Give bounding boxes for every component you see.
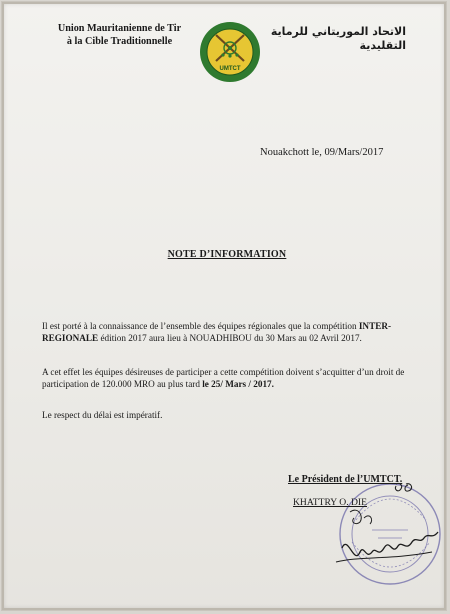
federation-logo	[199, 21, 261, 83]
organization-name-arabic	[256, 25, 406, 53]
org-ar-line1: الاتحاد الموريتاني للرماية	[270, 25, 406, 38]
document-title: NOTE D’INFORMATION	[167, 249, 287, 260]
document-page	[2, 2, 446, 610]
p2-deadline: le 25/ Mars / 2017.	[202, 379, 274, 390]
org-fr-line2: à la Cible Traditionnelle	[66, 35, 173, 47]
logo-text: UMTCT	[219, 66, 241, 72]
p2-text-a: A cet effet les équipes désireuses de participer a cette compétition doivent s’acquitter d’un droit de participation de 120.000 MRO au plus tard	[42, 367, 405, 390]
p1-competition-name: INTER-REGIONALE	[42, 321, 392, 344]
handwritten-signature	[320, 482, 448, 572]
organization-name-french	[32, 23, 207, 48]
signatory-title: Le Président de l’UMTCT.	[288, 474, 403, 485]
paragraph-deadline-note: Le respect du délai est impératif.	[42, 410, 163, 420]
p1-text-a: Il est porté à la connaissance de l’ensemble des équipes régionales que la compétition	[42, 321, 357, 331]
paragraph-announcement	[42, 320, 412, 344]
date-line: Nouakchott le, 09/Mars/2017	[260, 147, 384, 158]
signatory-name: KHATTRY O. DIE	[293, 497, 367, 508]
org-fr-line1: Union Mauritanienne de Tir	[57, 23, 182, 34]
paragraph-fee	[42, 366, 414, 390]
p1-text-b: édition 2017 aura lieu à NOUADHIBOU du 30 Mars au 02 Avril 2017.	[98, 333, 362, 344]
org-ar-line2: التقليدية	[359, 39, 406, 52]
